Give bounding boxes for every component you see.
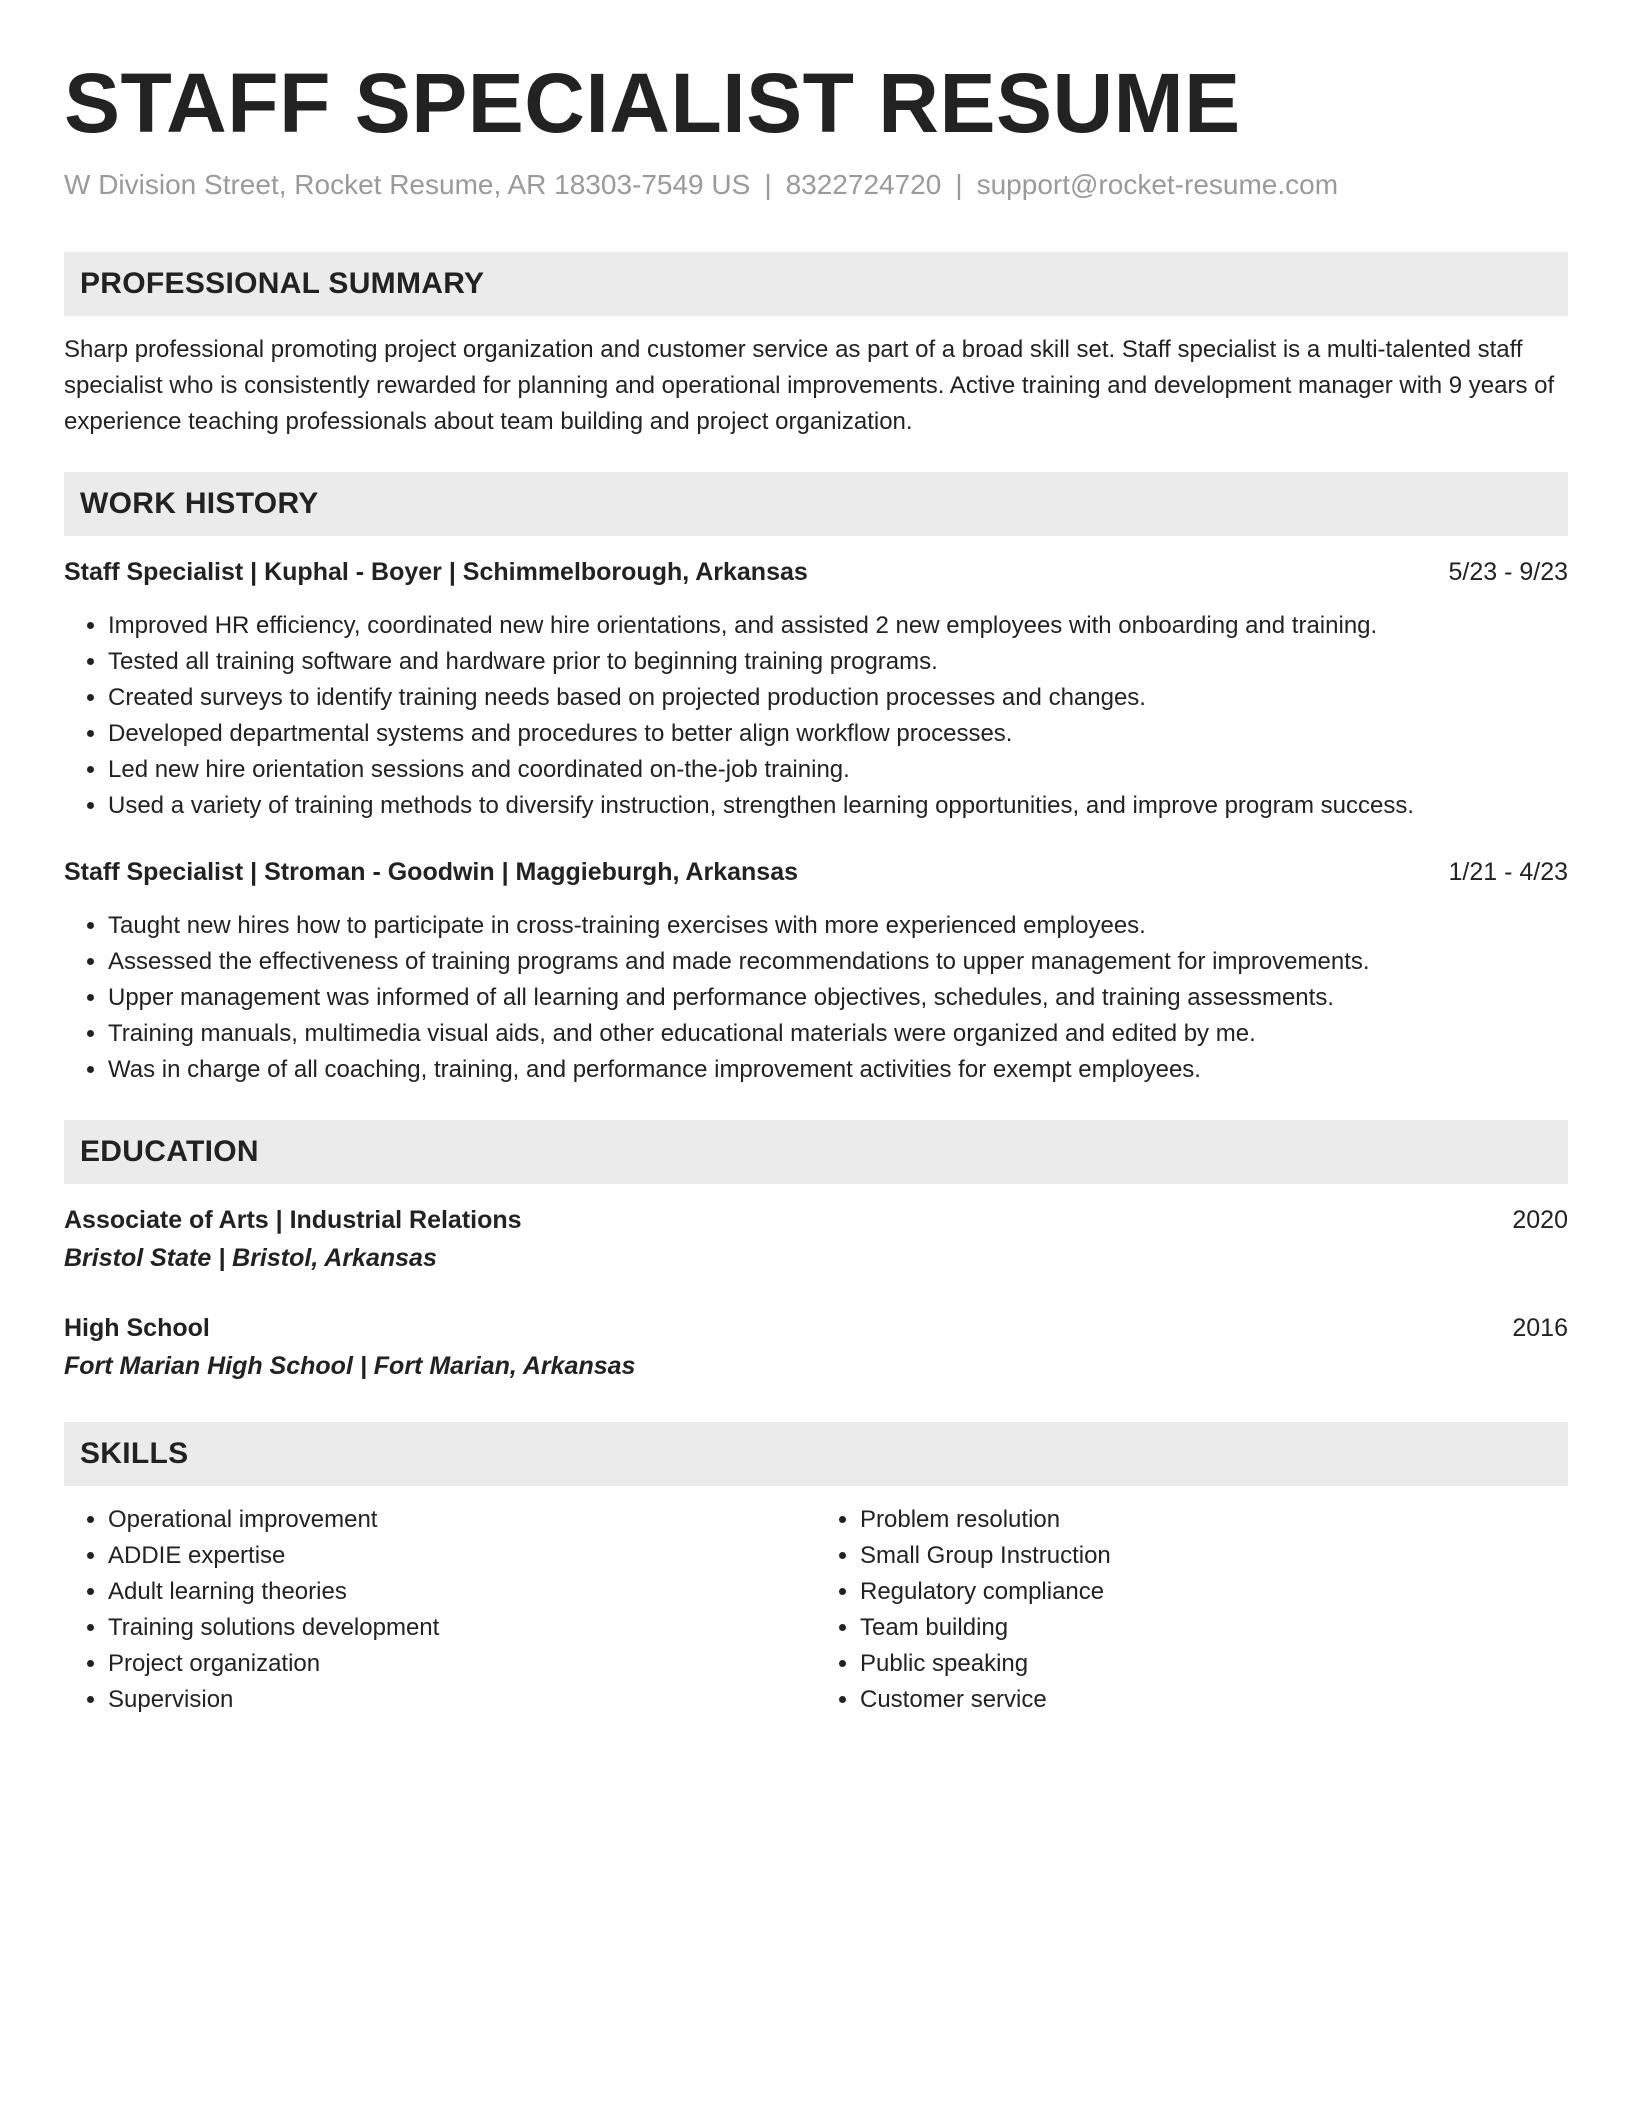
job-header [64,854,1568,890]
education-year: 2016 [1512,1314,1568,1342]
skill-item: • Supervision [108,1682,816,1718]
job-entry [64,854,1568,1088]
skills-column-right [816,1502,1568,1718]
contact-email: support@rocket-resume.com [976,169,1339,200]
skill-item: • Operational improvement [108,1502,816,1538]
skills-column-left [64,1502,816,1718]
section-header-skills: SKILLS [64,1422,1568,1486]
job-bullet: • Tested all training software and hardware prior to beginning training programs. [108,644,1568,680]
job-title: Staff Specialist | Kuphal - Boyer | Schimmelborough, Arkansas [64,558,808,586]
education-entry [64,1310,1568,1384]
contact-line [64,168,1568,202]
education-degree: High School [64,1314,210,1342]
education-header [64,1310,1568,1346]
summary-text: Sharp professional promoting project organization and customer service as part of a broad skill set. Staff specialist is a multi-talented staff specialist who is consistently rewarded for planning and operational improvements. Active training and development manager with 9 years of experience teaching professionals about team building and project organization. [64,336,1555,435]
skill-item: • Project organization [108,1646,816,1682]
skill-item: • Team building [860,1610,1568,1646]
education-year: 2020 [1512,1206,1568,1234]
education-degree: Associate of Arts | Industrial Relations [64,1206,522,1234]
skills-list [64,1502,1568,1718]
section-header-work-history: WORK HISTORY [64,472,1568,536]
job-bullet: • Assessed the effectiveness of training programs and made recommendations to upper management for improvements. [108,944,1568,980]
contact-separator: | [764,169,772,200]
section-header-education: EDUCATION [64,1120,1568,1184]
skill-item: • Small Group Instruction [860,1538,1568,1574]
contact-phone: 8322724720 [785,169,942,200]
education-school: Bristol State | Bristol, Arkansas [64,1244,437,1272]
job-bullet: • Improved HR efficiency, coordinated new hire orientations, and assisted 2 new employees with onboarding and training. [108,608,1568,644]
skill-item: • Customer service [860,1682,1568,1718]
job-title: Staff Specialist | Stroman - Goodwin | Maggieburgh, Arkansas [64,858,799,886]
job-bullet: • Upper management was informed of all learning and performance objectives, schedules, and training assessments. [108,980,1568,1016]
skill-item: • Public speaking [860,1646,1568,1682]
job-header [64,554,1568,590]
contact-address: W Division Street, Rocket Resume, AR 18303-7549 US [64,169,751,200]
job-entry [64,554,1568,824]
skill-item: • Training solutions development [108,1610,816,1646]
job-bullet: • Led new hire orientation sessions and coordinated on-the-job training. [108,752,1568,788]
skill-item: • ADDIE expertise [108,1538,816,1574]
job-bullets [64,908,1568,1088]
education-school: Fort Marian High School | Fort Marian, Arkansas [64,1352,636,1380]
contact-separator: | [955,169,963,200]
job-bullets [64,608,1568,824]
job-bullet: • Used a variety of training methods to diversify instruction, strengthen learning opportunities, and improve program success. [108,788,1568,824]
job-dates: 1/21 - 4/23 [1448,858,1568,886]
job-bullet: • Training manuals, multimedia visual aids, and other educational materials were organized and edited by me. [108,1016,1568,1052]
skill-item: • Problem resolution [860,1502,1568,1538]
section-header-summary: PROFESSIONAL SUMMARY [64,252,1568,316]
job-dates: 5/23 - 9/23 [1448,558,1568,586]
job-bullet: • Developed departmental systems and procedures to better align workflow processes. [108,716,1568,752]
skill-item: • Adult learning theories [108,1574,816,1610]
job-bullet: • Taught new hires how to participate in cross-training exercises with more experienced employees. [108,908,1568,944]
job-bullet: • Was in charge of all coaching, training, and performance improvement activities for exempt employees. [108,1052,1568,1088]
education-header [64,1202,1568,1238]
resume-title: STAFF SPECIALIST RESUME [64,56,1241,150]
education-entry [64,1202,1568,1276]
job-bullet: • Created surveys to identify training needs based on projected production processes and changes. [108,680,1568,716]
skill-item: • Regulatory compliance [860,1574,1568,1610]
